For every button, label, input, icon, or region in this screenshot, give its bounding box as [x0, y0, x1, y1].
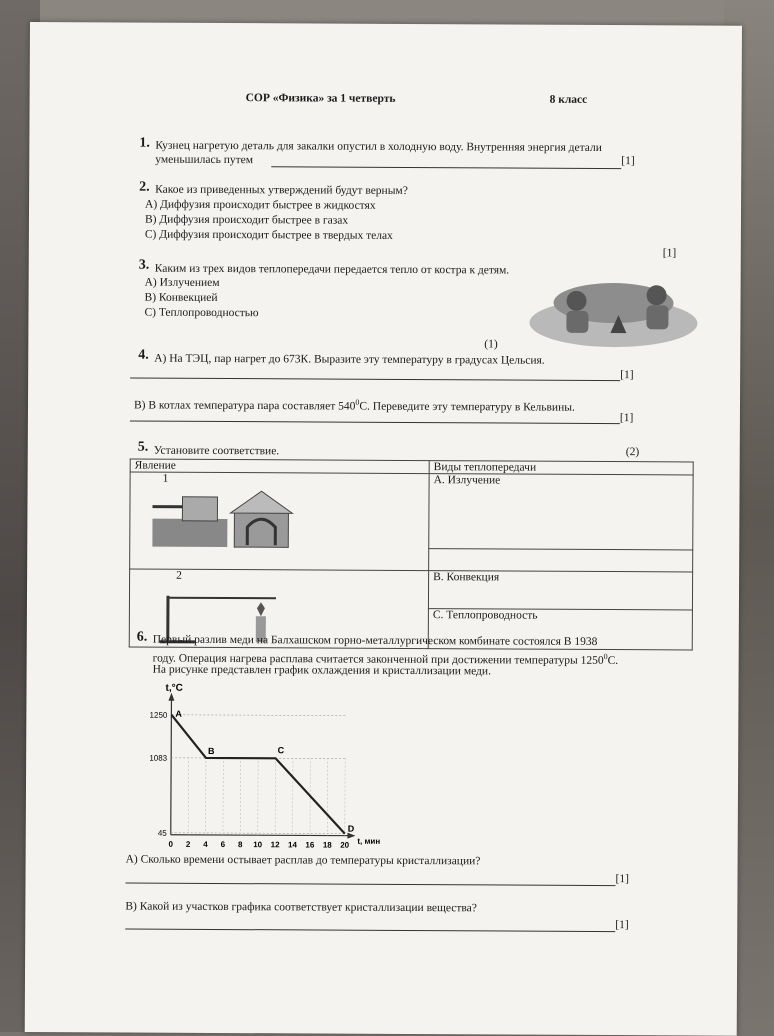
y-axis [171, 697, 172, 835]
q6b-mark: [1] [615, 919, 628, 931]
q6a-mark: [1] [615, 873, 628, 885]
q3-option-c: С) Теплопроводностью [144, 306, 258, 321]
y-tick-label: 1083 [149, 754, 167, 763]
q1-text-2: уменьшилась путем [155, 153, 253, 168]
x-tick-label: 10 [253, 840, 262, 849]
q4b-answer-line[interactable] [130, 421, 620, 425]
q6-text-2b: С. [608, 655, 619, 667]
q4-part-b [134, 395, 575, 415]
metal-rod [168, 598, 276, 599]
y-axis-arrow [168, 693, 174, 701]
campfire-illustration [528, 273, 698, 349]
phenomenon-cell-1 [130, 472, 430, 571]
x-tick-label: 14 [288, 840, 297, 849]
item-1-label: 1 [163, 473, 169, 485]
x-axis-label: t, мин [357, 837, 380, 846]
point-label-b: B [208, 746, 215, 756]
x-tick-label: 0 [168, 840, 173, 849]
y-gridline [171, 715, 345, 716]
q5-mark: (2) [626, 446, 639, 458]
q6a-answer-line[interactable] [125, 883, 615, 887]
q4b-text: В) В котлах температура пара составляет 540 [134, 399, 355, 412]
col-header-phenomenon: Явление [130, 459, 429, 474]
option-cell-b-top [429, 549, 693, 572]
q6-part-b: В) Какой из участков графика соответствует кристаллизации вещества? [125, 900, 477, 916]
q6-degree: 0 [604, 652, 608, 661]
q1-text: Кузнец нагретую деталь для закалки опустил в холодную воду. Внутренняя энергия детали [155, 139, 602, 155]
q1-mark: [1] [621, 155, 634, 167]
heating-pot-illustration [152, 489, 302, 550]
furnace-shape [234, 511, 288, 547]
q3-option-a: А) Излучением [145, 276, 220, 290]
child-right-head [647, 285, 667, 305]
q4a-answer-line[interactable] [130, 378, 620, 382]
cooling-chart [126, 675, 447, 867]
q4a-mark: [1] [620, 369, 633, 381]
q6b-answer-line[interactable] [125, 929, 615, 933]
q2-number: 2. [139, 181, 150, 195]
q6-text-1: Первый разлив меди на Балхашском горно-металлургическом комбинате состоялся В 1938 [153, 633, 598, 649]
q6-number: 6. [137, 631, 148, 645]
child-left-head [566, 291, 586, 311]
stove-shape [152, 519, 227, 547]
child-right-body [646, 305, 668, 329]
q2-text: Какое из приведенных утверждений будут верным? [155, 183, 408, 198]
grade-label: 8 класс [550, 93, 588, 107]
x-tick-label: 8 [238, 840, 243, 849]
q1-number: 1. [139, 137, 150, 151]
q2-option-a: А) Диффузия происходит быстрее в жидкостях [145, 198, 376, 213]
q6-text-3: На рисунке представлен график охлаждения и кристаллизации меди. [153, 663, 491, 679]
q6-part-a: А) Сколько времени остывает расплав до температуры кристаллизации? [126, 853, 481, 869]
col-header-heat-transfer: Виды теплопередачи [429, 461, 693, 475]
pot-shape [182, 497, 217, 521]
y-axis-label: t,°C [165, 683, 182, 694]
x-tick-label: 2 [186, 840, 191, 849]
point-label-a: A [175, 709, 182, 719]
y-tick-label: 1250 [150, 711, 168, 720]
option-cell-c: С. Теплопроводность [428, 609, 692, 650]
option-cell-a: А. Излучение [429, 474, 693, 550]
point-label-d: D [348, 824, 355, 834]
child-left-body [566, 311, 588, 333]
q2-option-c: С) Диффузия происходит быстрее в твердых телах [145, 228, 393, 243]
q3-number: 3. [139, 259, 150, 273]
y-tick-label: 45 [158, 829, 167, 838]
option-cell-b: В. Конвекция [428, 571, 692, 610]
x-tick-label: 16 [305, 840, 314, 849]
q1-answer-line[interactable] [271, 166, 621, 169]
x-axis [171, 835, 354, 836]
x-tick-label: 12 [271, 840, 280, 849]
x-tick-label: 4 [203, 840, 208, 849]
q4b-degree: 0 [355, 398, 359, 407]
furnace-roof [230, 491, 292, 513]
flame-shape [257, 602, 265, 616]
q3-option-b: В) Конвекцией [145, 291, 218, 305]
matching-table [129, 459, 694, 651]
x-tick-label: 18 [323, 841, 332, 850]
q3-mark: (1) [484, 338, 497, 350]
q5-number: 5. [138, 441, 149, 455]
q2-mark: [1] [663, 247, 676, 259]
page-title: СОР «Физика» за 1 четверть [246, 91, 396, 106]
q2-option-b: В) Диффузия происходит быстрее в газах [145, 213, 348, 228]
q4-number: 4. [138, 349, 149, 363]
q6-text-2a: году. Операция нагрева расплава считается законченной при достижении температуры 1250 [153, 652, 604, 666]
q5-text: Установите соответствие. [154, 444, 280, 459]
q4-part-a: А) На ТЭЦ, пар нагрет до 673К. Выразите эту температуру в градусах Цельсия. [154, 352, 545, 368]
worksheet-page [25, 22, 742, 1036]
q4b-text-2: С. Переведите эту температуру в Кельвины. [359, 401, 575, 414]
item-2-label: 2 [176, 570, 182, 582]
x-tick-label: 20 [340, 841, 349, 850]
x-tick-label: 6 [221, 840, 226, 849]
q4b-mark: [1] [620, 412, 633, 424]
q3-text: Каким из трех видов теплопередачи передается тепло от костра к детям. [155, 262, 510, 278]
point-label-c: C [278, 745, 285, 755]
